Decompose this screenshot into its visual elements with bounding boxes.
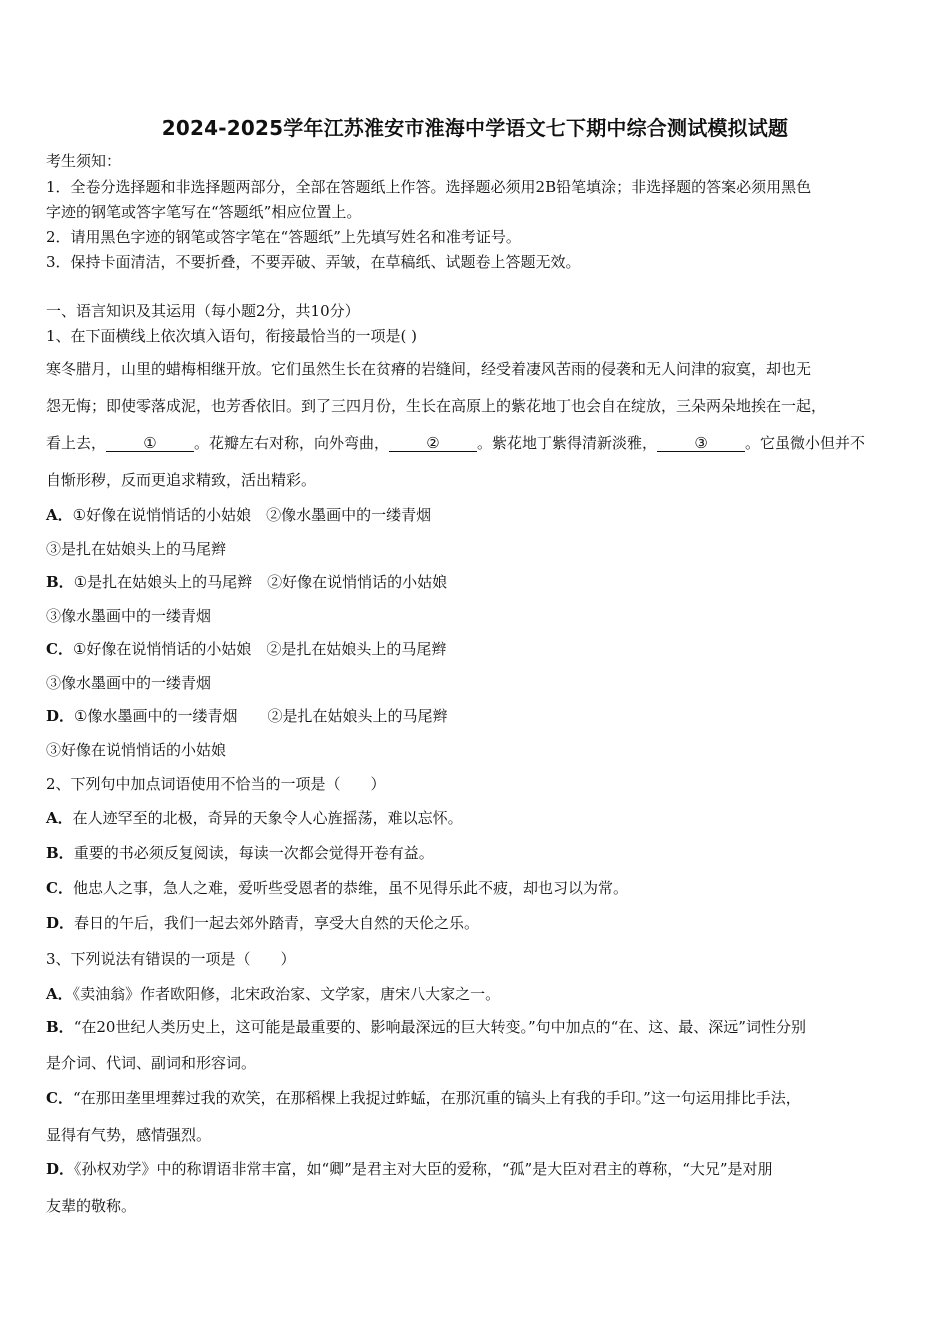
option-letter: D． [46,914,75,932]
option-letter: A． [46,809,73,827]
option-line [46,879,628,897]
option-letter: B． [46,844,74,862]
option-text: ①好像在说悄悄话的小姑娘 ②像水墨画中的一缕青烟 [72,506,432,524]
passage-line: 自惭形秽，反而更追求精致，活出精彩。 [46,471,317,489]
option-line [46,506,431,524]
option-text: 《卖油翁》作者欧阳修，北宋政治家、文学家，唐宋八大家之一。 [72,985,501,1003]
notice-item: 字迹的钢笔或答字笔写在“答题纸”相应位置上。 [46,203,362,221]
option-line-cont: ③像水墨画中的一缕青烟 [46,674,212,692]
option-line-cont: ③好像在说悄悄话的小姑娘 [46,741,227,759]
option-letter: A． [46,985,73,1003]
option-line [46,809,463,827]
option-letter: B． [46,1018,74,1036]
question-stem: 1、在下面横线上依次填入语句，衔接最恰当的一项是( ) [46,327,418,345]
option-text: 春日的午后，我们一起去郊外踏青，享受大自然的天伦之乐。 [74,914,480,932]
option-line [46,573,447,591]
passage-line: 寒冬腊月，山里的蜡梅相继开放。它们虽然生长在贫瘠的岩缝间，经受着凄风苦雨的侵袭和无人问津的寂寞，却也无 [46,360,812,378]
option-line-cont: 是介词、代词、副词和形容词。 [46,1054,257,1072]
notice-item: 3．保持卡面清洁，不要折叠，不要弄破、弄皱，在草稿纸、试题卷上答题无效。 [46,253,581,271]
passage-line-blanks [46,434,865,452]
option-line [46,914,479,932]
option-text: “在那田垄里埋葬过我的欢笑，在那稻棵上我捉过蚱蜢，在那沉重的镐头上有我的手印。”这一句运用排比手法， [72,1089,801,1107]
option-line [46,844,434,862]
option-text: “在20世纪人类历史上，这可能是最重要的、影响最深远的巨大转变。”句中加点的“在、这、最、深远”词性分别 [73,1018,806,1036]
option-letter: B． [46,573,74,591]
passage-text: 。紫花地丁紫得清新淡雅， [477,434,658,452]
answer-blank-3: ③ [657,435,745,452]
option-text: ①像水墨画中的一缕青烟 ②是扎在姑娘头上的马尾辫 [74,707,448,725]
option-line-cont: 友辈的敬称。 [46,1197,137,1215]
notice-item: 2．请用黑色字迹的钢笔或答字笔在“答题纸”上先填写姓名和准考证号。 [46,228,521,246]
option-letter: D． [46,1160,75,1178]
passage-text: 看上去， [46,434,107,452]
option-text: 《孙权劝学》中的称谓语非常丰富，如“卿”是君主对大臣的爱称，“孤”是大臣对君主的尊称，“大兄”是对朋 [74,1160,773,1178]
option-line [46,1089,801,1107]
option-text: 在人迹罕至的北极，奇异的天象令人心旌摇荡，难以忘怀。 [72,809,463,827]
option-letter: A． [46,506,73,524]
section-heading: 一、语言知识及其运用（每小题2分，共10分） [46,302,360,320]
passage-text: 。它虽微小但并不 [745,434,866,452]
notice-item: 1．全卷分选择题和非选择题两部分，全部在答题纸上作答。选择题必须用2B铅笔填涂；非选择题的答案必须用黑色 [46,178,812,196]
option-line-cont: ③是扎在姑娘头上的马尾辫 [46,540,227,558]
notice-heading: 考生须知： [46,152,122,170]
answer-blank-1: ① [106,435,194,452]
option-letter: D． [46,707,75,725]
page-title: 2024-2025学年江苏淮安市淮海中学语文七下期中综合测试模拟试题 [161,116,789,140]
option-line [46,985,500,1003]
option-line-cont: 显得有气势，感情强烈。 [46,1126,212,1144]
option-letter: C． [46,879,73,897]
question-stem: 2、下列句中加点词语使用不恰当的一项是（ ） [46,775,386,793]
question-stem: 3、下列说法有错误的一项是（ ） [46,950,296,968]
option-line-cont: ③像水墨画中的一缕青烟 [46,607,212,625]
answer-blank-2: ② [389,435,477,452]
passage-text: 。花瓣左右对称，向外弯曲， [194,434,390,452]
option-text: 重要的书必须反复阅读，每读一次都会觉得开卷有益。 [73,844,434,862]
option-line [46,707,447,725]
passage-line: 怨无悔；即使零落成泥，也芳香依旧。到了三四月份，生长在高原上的紫花地丁也会自在绽放，三朵两朵地挨在一起， [46,397,827,415]
option-line [46,640,446,658]
option-text: 他忠人之事，急人之难，爱听些受恩者的恭维，虽不见得乐此不疲，却也习以为常。 [72,879,628,897]
option-letter: C． [46,1089,73,1107]
option-line [46,1018,806,1036]
option-line [46,1160,773,1178]
option-letter: C． [46,640,73,658]
option-text: ①好像在说悄悄话的小姑娘 ②是扎在姑娘头上的马尾辫 [72,640,447,658]
option-text: ①是扎在姑娘头上的马尾辫 ②好像在说悄悄话的小姑娘 [73,573,448,591]
